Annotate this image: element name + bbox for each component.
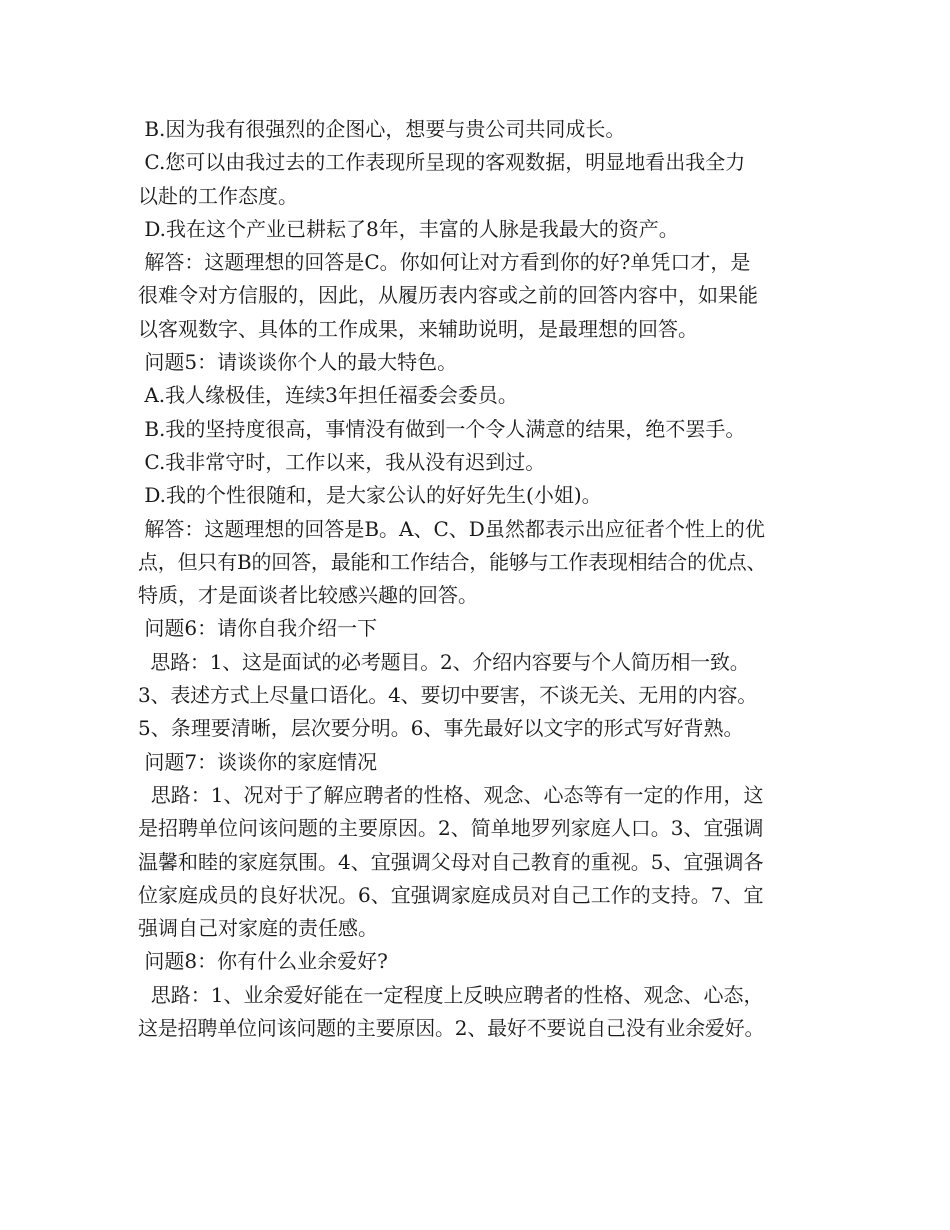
text-line: 很难令对方信服的，因此，从履历表内容或之前的回答内容中，如果能 bbox=[138, 283, 758, 308]
text-line: 以赴的工作态度。 bbox=[138, 183, 298, 208]
text-line: 点，但只有B的回答，最能和工作结合，能够与工作表现相结合的优点、 bbox=[138, 549, 767, 574]
text-line: C.我非常守时，工作以来，我从没有迟到过。 bbox=[138, 449, 546, 474]
text-line: D.我的个性很随和，是大家公认的好好先生(小姐)。 bbox=[138, 483, 602, 508]
text-line: 以客观数字、具体的工作成果，来辅助说明，是最理想的回答。 bbox=[138, 316, 698, 341]
text-line: C.您可以由我过去的工作表现所呈现的客观数据，明显地看出我全力 bbox=[138, 150, 746, 175]
text-line: D.我在这个产业已耕耘了8年，丰富的人脉是我最大的资产。 bbox=[138, 216, 679, 241]
text-line: 是招聘单位问该问题的主要原因。2、简单地罗列家庭人口。3、宜强调 bbox=[138, 816, 764, 841]
text-line: 特质，才是面谈者比较感兴趣的回答。 bbox=[138, 583, 478, 608]
question-heading: 问题8：你有什么业余爱好? bbox=[138, 949, 388, 974]
text-line: 这是招聘单位问该问题的主要原因。2、最好不要说自己没有业余爱好。 bbox=[138, 1016, 765, 1041]
text-line: 思路：1、这是面试的必考题目。2、介绍内容要与个人简历相一致。 bbox=[138, 649, 750, 674]
text-line: 思路：1、业余爱好能在一定程度上反映应聘者的性格、观念、心态， bbox=[138, 982, 764, 1007]
text-line: 位家庭成员的良好状况。6、宜强调家庭成员对自己工作的支持。7、宜 bbox=[138, 882, 764, 907]
document-body bbox=[138, 113, 828, 1045]
text-line: 解答：这题理想的回答是B。A、C、D虽然都表示出应征者个性上的优 bbox=[138, 516, 765, 541]
text-line: A.我人缘极佳，连续3年担任福委会委员。 bbox=[138, 383, 518, 408]
text-line: 5、条理要清晰，层次要分明。6、事先最好以文字的形式写好背熟。 bbox=[138, 716, 744, 741]
text-line: 解答：这题理想的回答是C。你如何让对方看到你的好?单凭口才，是 bbox=[138, 250, 751, 275]
text-line: B.我的坚持度很高，事情没有做到一个令人满意的结果，绝不罢手。 bbox=[138, 416, 746, 441]
question-heading: 问题6：请你自我介绍一下 bbox=[138, 616, 378, 641]
question-heading: 问题7：谈谈你的家庭情况 bbox=[138, 749, 378, 774]
text-line: 温馨和睦的家庭氛围。4、宜强调父母对自己教育的重视。5、宜强调各 bbox=[138, 849, 764, 874]
text-line: 思路：1、况对于了解应聘者的性格、观念、心态等有一定的作用，这 bbox=[138, 782, 764, 807]
text-line: B.因为我有很强烈的企图心，想要与贵公司共同成长。 bbox=[138, 117, 626, 141]
text-line: 3、表述方式上尽量口语化。4、要切中要害，不谈无关、无用的内容。 bbox=[138, 683, 758, 708]
question-heading: 问题5：请谈谈你个人的最大特色。 bbox=[138, 350, 458, 375]
text-line: 强调自己对家庭的责任感。 bbox=[138, 916, 378, 941]
